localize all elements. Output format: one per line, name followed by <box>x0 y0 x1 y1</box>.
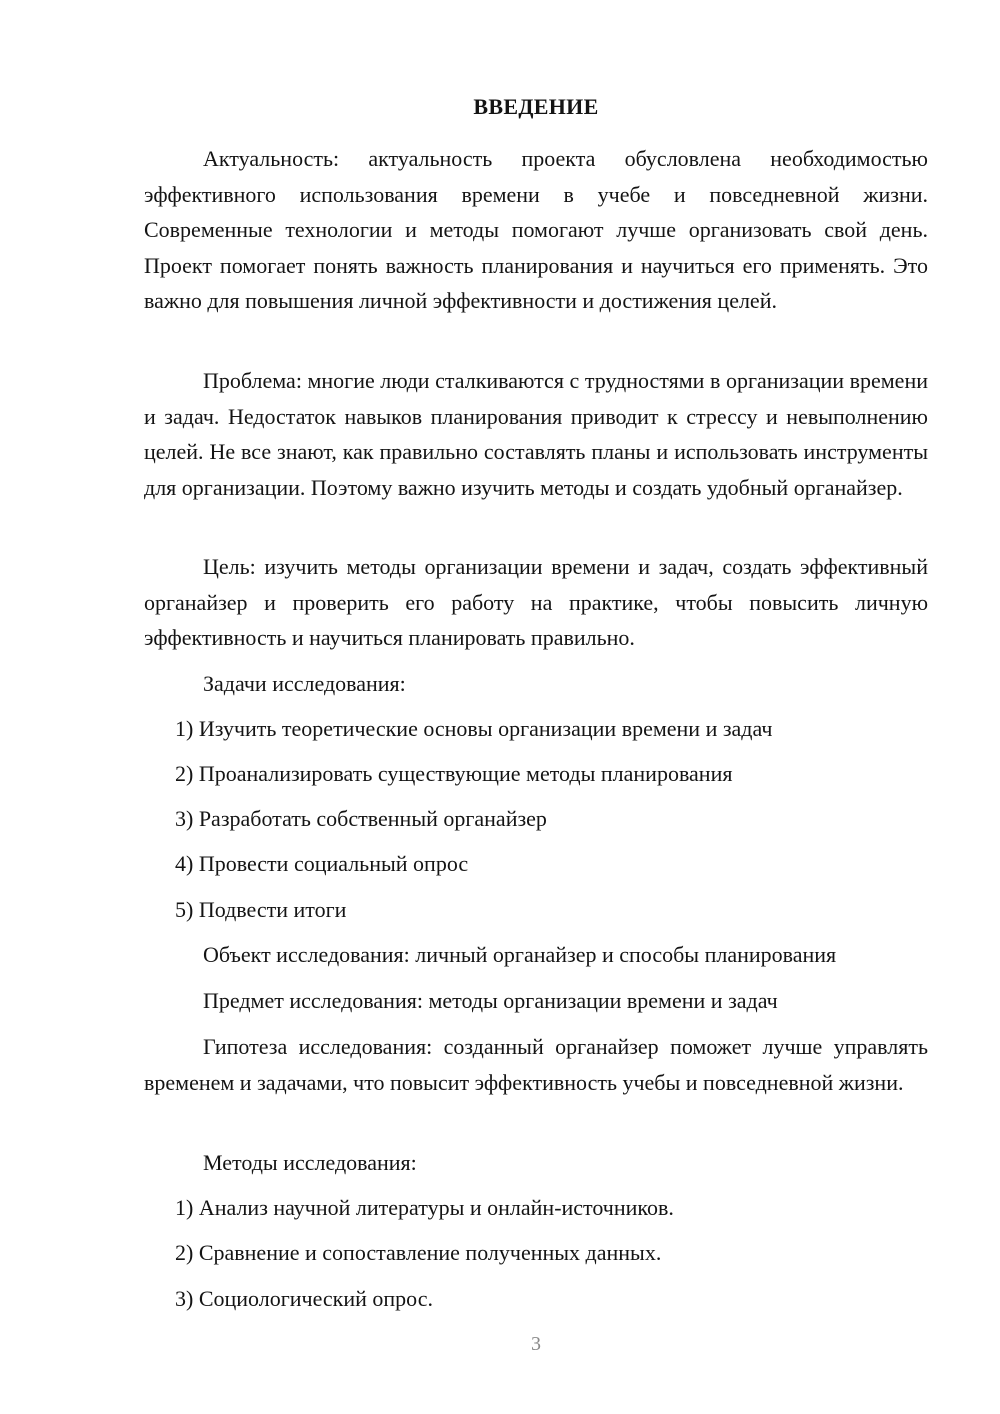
relevance-block <box>144 141 928 319</box>
problem-paragraph: Проблема: многие люди сталкиваются с трудностями в организации времени и задач. Недостаток навыков планирования приводит к стрессу и невыполнению целей. Не все знают, как правильно составлять планы и использовать инструменты для организации. Поэтому важно изучить методы и создать удобный органайзер. <box>144 368 928 500</box>
task-item-4-block <box>144 846 928 882</box>
methods-heading-block <box>144 1145 928 1181</box>
goal-paragraph: Цель: изучить методы организации времени и задач, создать эффективный органайзер и проверить его работу на практике, чтобы повысить личную эффективность и научиться планировать правильно. <box>144 554 928 650</box>
goal-block <box>144 549 928 656</box>
page-title: ВВЕДЕНИЕ <box>473 94 599 119</box>
methods-heading: Методы исследования: <box>203 1150 417 1175</box>
object-block <box>144 937 928 973</box>
method-item: 2) Сравнение и сопоставление полученных данных. <box>175 1240 662 1265</box>
method-item: 3) Социологический опрос. <box>175 1286 433 1311</box>
problem-block <box>144 363 928 505</box>
subject-block <box>144 983 928 1019</box>
task-item: 2) Проанализировать существующие методы планирования <box>175 761 733 786</box>
task-item: 5) Подвести итоги <box>175 897 347 922</box>
method-item-3-block <box>144 1281 928 1317</box>
method-item-1-block <box>144 1190 928 1226</box>
method-item-2-block <box>144 1235 928 1271</box>
hypothesis-paragraph: Гипотеза исследования: созданный органайзер поможет лучше управлять временем и задачами, что повысит эффективность учебы и повседневной жизни. <box>144 1034 928 1095</box>
tasks-heading-block <box>144 666 928 702</box>
task-item-5-block <box>144 892 928 928</box>
hypothesis-block <box>144 1029 928 1100</box>
method-item: 1) Анализ научной литературы и онлайн-источников. <box>175 1195 674 1220</box>
relevance-paragraph: Актуальность: актуальность проекта обусловлена необходимостью эффективного использования времени в учебе и повседневной жизни. Современные технологии и методы помогают лучше организовать свой день. Проект помогает понять важность планирования и научиться его применять. Это важно для повышения личной эффективности и достижения целей. <box>144 146 928 313</box>
object-line: Объект исследования: личный органайзер и способы планирования <box>203 942 837 967</box>
task-item-3-block <box>144 801 928 837</box>
task-item-2-block <box>144 756 928 792</box>
task-item: 3) Разработать собственный органайзер <box>175 806 547 831</box>
task-item-1-block <box>144 711 928 747</box>
subject-line: Предмет исследования: методы организации времени и задач <box>203 988 778 1013</box>
tasks-heading: Задачи исследования: <box>203 671 406 696</box>
task-item: 1) Изучить теоретические основы организации времени и задач <box>175 716 773 741</box>
task-item: 4) Провести социальный опрос <box>175 851 469 876</box>
page-number: 3 <box>531 1333 541 1355</box>
